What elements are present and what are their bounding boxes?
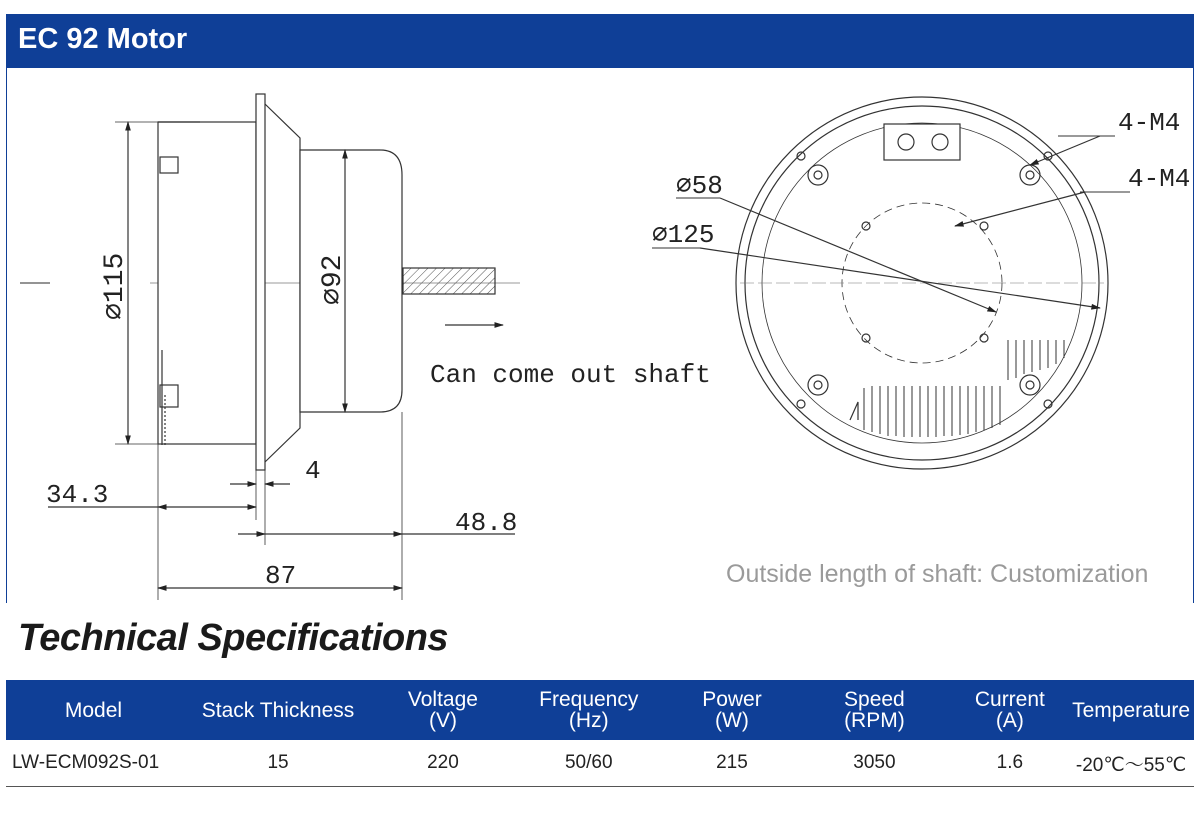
col-speed: Speed (RPM) [797, 680, 951, 740]
specs-header-row [6, 680, 1194, 740]
col-current: Current (A) [952, 680, 1068, 740]
dim-body-diameter: ⌀92 [318, 254, 349, 305]
side-view [20, 94, 520, 600]
dim-outer-diameter: ⌀115 [100, 252, 131, 320]
dim-flange: 4 [305, 456, 321, 486]
dim-inner-diameter: ⌀58 [676, 171, 723, 201]
cell-voltage: 220 [375, 740, 511, 787]
col-stack-thickness: Stack Thickness [181, 680, 375, 740]
cell-stack-thickness: 15 [181, 740, 375, 787]
hole-label-2: 4-M4 [1128, 164, 1191, 194]
cell-frequency: 50/60 [511, 740, 667, 787]
col-power: Power (W) [667, 680, 797, 740]
cell-model: LW-ECM092S-01 [6, 740, 181, 787]
col-frequency: Frequency (Hz) [511, 680, 667, 740]
cell-temperature: -20℃～55℃ [1068, 740, 1194, 787]
dim-outer-diameter-front: ⌀125 [652, 220, 715, 250]
cell-current: 1.6 [952, 740, 1068, 787]
dim-right: 48.8 [455, 508, 518, 538]
dim-left: 34.3 [46, 480, 109, 510]
dim-total: 87 [265, 561, 297, 591]
table-row [6, 740, 1194, 787]
specs-table [6, 680, 1194, 787]
customization-note: Outside length of shaft: Customization [726, 560, 1149, 588]
cell-power: 215 [667, 740, 797, 787]
col-temperature: Temperature [1068, 680, 1194, 740]
col-voltage: Voltage (V) [375, 680, 511, 740]
page-title: EC 92 Motor [18, 23, 188, 55]
shaft-note: Can come out shaft [430, 360, 711, 390]
specs-heading: Technical Specifications [18, 617, 449, 659]
cell-speed: 3050 [797, 740, 951, 787]
col-model: Model [6, 680, 181, 740]
hole-label-1: 4-M4 [1118, 108, 1181, 138]
front-view [652, 97, 1130, 469]
